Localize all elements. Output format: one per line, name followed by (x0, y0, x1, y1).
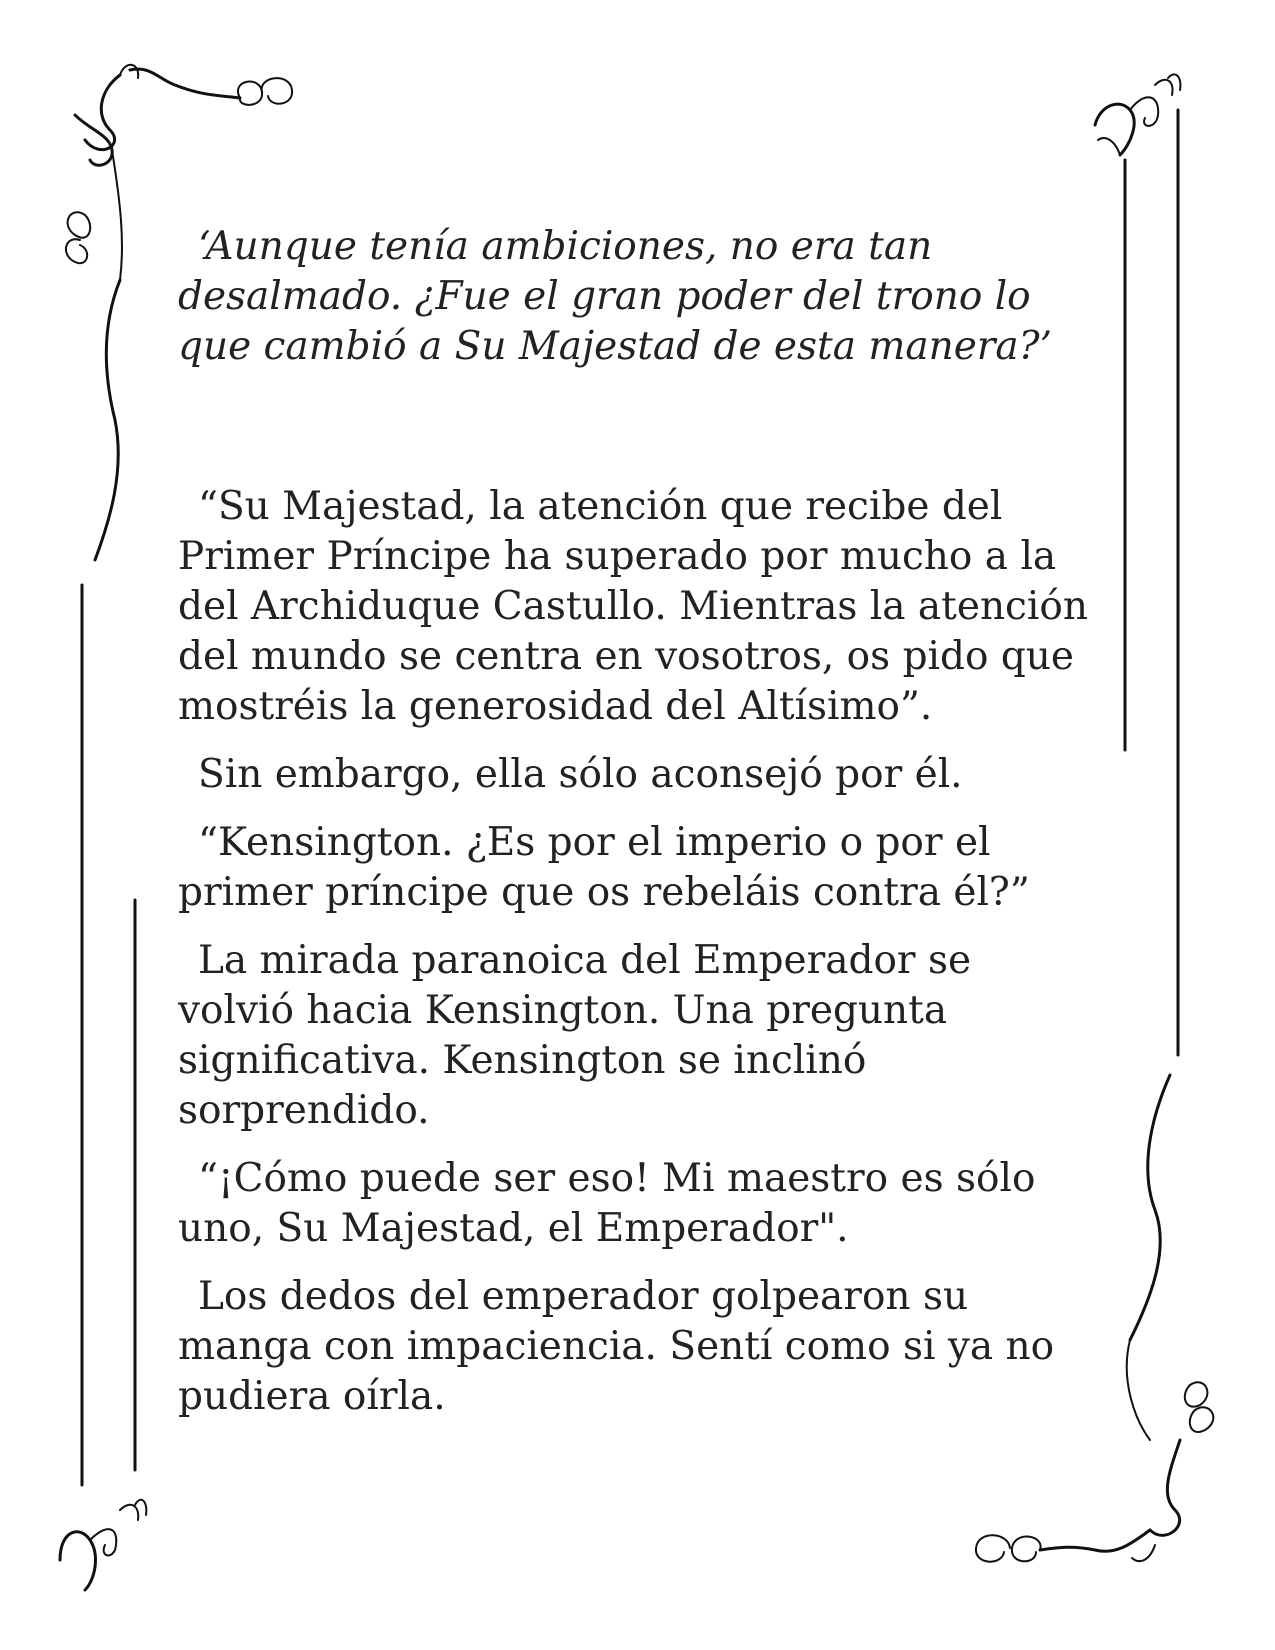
narration-paragraph: Sin embargo, ella sólo aconsejó por él. (198, 752, 963, 797)
narration-paragraph: Los dedos del emperador golpearon su manga con impaciencia. Sentí como si ya no pudiera oírla. (178, 1274, 1055, 1419)
dialogue-paragraph: “¡Cómo puede ser eso! Mi maestro es sólo uno, Su Majestad, el Emperador". (178, 1156, 1036, 1251)
body-text (178, 222, 1088, 1440)
inner-thought-paragraph: ‘Aunque tenía ambiciones, no era tan desalmado. ¿Fue el gran poder del trono lo que cambió a Su Majestad de esta manera?’ (178, 224, 1052, 369)
bottom-left-flourish-icon (60, 1500, 146, 1590)
top-right-flourish-icon (1095, 74, 1180, 155)
dialogue-paragraph: “Kensington. ¿Es por el imperio o por el primer príncipe que os rebeláis contra él?” (178, 820, 1030, 915)
dialogue-paragraph: “Su Majestad, la atención que recibe del Primer Príncipe ha superado por mucho a la del Archiduque Castullo. Mientras la atención del mundo se centra en vosotros, os pido que mostréis la generosidad del Altísimo”. (178, 484, 1088, 729)
narration-paragraph: La mirada paranoica del Emperador se volvió hacia Kensington. Una pregunta significativa. Kensington se inclinó sorprendido. (178, 938, 972, 1133)
